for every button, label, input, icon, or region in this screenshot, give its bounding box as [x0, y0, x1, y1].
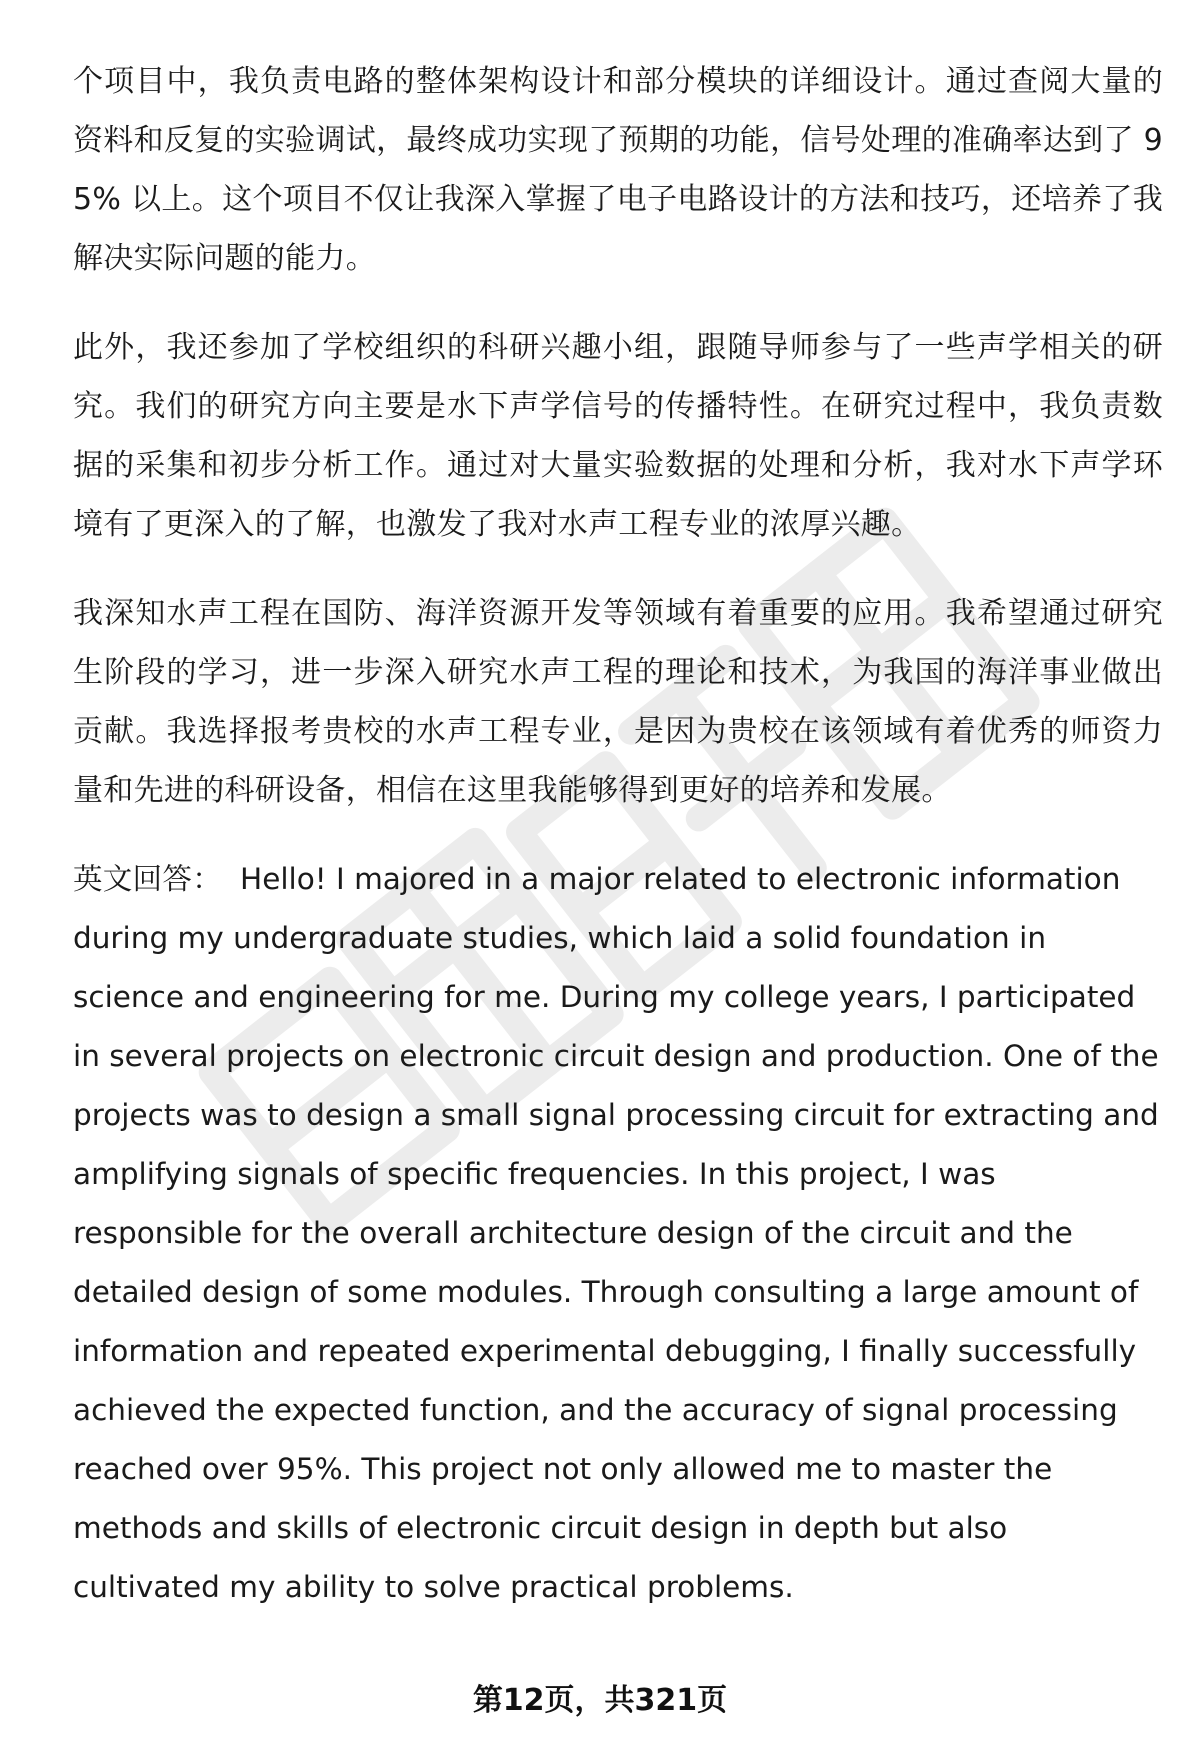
paragraph-english-answer — [73, 850, 1163, 1617]
page-number-footer: 第12页，共321页 — [472, 1683, 728, 1718]
english-answer-text: Hello! I majored in a major related to electronic information during my undergraduate studies, which laid a solid foundation in science and engineering for me. During my college years, I participated in several projects on electronic circuit design and production. One of the projects was to design a small signal processing circuit for extracting and amplifying signals of specific frequencies. In this project, I was responsible for the overall architecture design of the circuit and the detailed design of some modules. Through consulting a large amount of information and repeated experimental debugging, I finally successfully achieved the expected function, and the accuracy of signal processing reached over 95%. This project not only allowed me to master the methods and skills of electronic circuit design in depth but also cultivated my ability to solve practical problems. — [73, 862, 1159, 1604]
paragraph-project-summary: 个项目中，我负责电路的整体架构设计和部分模块的详细设计。通过查阅大量的资料和反复的实验调试，最终成功实现了预期的功能，信号处理的准确率达到了 95% 以上。这个项目不仅让我深入掌握了电子电路设计的方法和技巧，还培养了我解决实际问题的能力。 — [73, 64, 1163, 276]
paragraph-motivation: 我深知水声工程在国防、海洋资源开发等领域有着重要的应用。我希望通过研究生阶段的学习，进一步深入研究水声工程的理论和技术，为我国的海洋事业做出贡献。我选择报考贵校的水声工程专业，是因为贵校在该领域有着优秀的师资力量和先进的科研设备，相信在这里我能够得到更好的培养和发展。 — [73, 596, 1163, 808]
paragraph-research-group: 此外，我还参加了学校组织的科研兴趣小组，跟随导师参与了一些声学相关的研究。我们的研究方向主要是水下声学信号的传播特性。在研究过程中，我负责数据的采集和初步分析工作。通过对大量实验数据的处理和分析，我对水下声学环境有了更深入的了解，也激发了我对水声工程专业的浓厚兴趣。 — [73, 330, 1163, 542]
document-body — [73, 52, 1163, 1617]
english-answer-label: 英文回答： — [73, 862, 223, 896]
